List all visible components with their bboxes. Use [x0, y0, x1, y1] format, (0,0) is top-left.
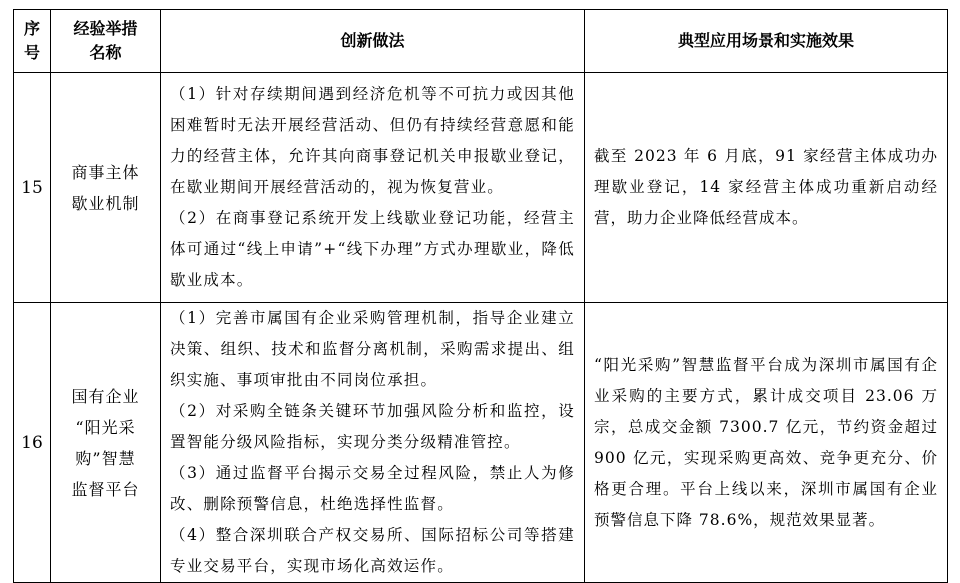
row-name-line: 歇业机制 [71, 193, 140, 213]
method-paragraph: （4）整合深圳联合产权交易所、国际招标公司等搭建专业交易平台，实现市场化高效运作。 [170, 526, 575, 575]
measures-table [13, 9, 948, 583]
row-name [51, 303, 161, 583]
row-name-line: 商事主体 [71, 162, 140, 182]
table-row [14, 73, 948, 303]
table-row [14, 303, 948, 583]
row-name-line: 购”智慧 [75, 448, 136, 468]
row-method [161, 73, 585, 303]
row-method [161, 303, 585, 583]
header-index [14, 10, 51, 73]
effect-paragraph: “阳光采购”智慧监督平台成为深圳市属国有企业采购的主要方式，累计成交项目 23.06 万宗，总成交金额 7300.7 亿元，节约资金超过 900 亿元，实现采购更高效、竞争更充分、价格更合理。平台上线以来，深圳市属国有企业预警信息下降 78.6%，规范效果显著。 [594, 355, 938, 529]
method-paragraph: （2）对采购全链条关键环节加强风险分析和监控，设置智能分级风险指标，实现分类分级精准管控。 [170, 402, 575, 451]
row-name-line: “阳光采 [75, 417, 136, 437]
header-index-line2: 号 [23, 43, 40, 62]
method-paragraph: （1）针对存续期间遇到经济危机等不可抗力或因其他困难暂时无法开展经营活动、但仍有持续经营意愿和能力的经营主体，允许其向商事登记机关申报歇业登记，在歇业期间开展经营活动的，视为恢复营业。 [170, 85, 575, 196]
header-row [14, 10, 948, 73]
header-name-line2: 名称 [89, 43, 122, 62]
header-name-line1: 经验举措 [73, 19, 138, 38]
row-name [51, 73, 161, 303]
method-paragraph: （2）在商事登记系统开发上线歇业登记功能，经营主体可通过“线上申请”+“线下办理”方式办理歇业，降低歇业成本。 [170, 209, 575, 289]
header-method: 创新做法 [161, 10, 585, 73]
row-name-line: 监督平台 [71, 479, 140, 499]
method-paragraph: （1）完善市属国有企业采购管理机制，指导企业建立决策、组织、技术和监督分离机制，采购需求提出、组织实施、事项审批由不同岗位承担。 [170, 309, 575, 389]
header-effect: 典型应用场景和实施效果 [585, 10, 948, 73]
row-index: 15 [14, 73, 51, 303]
row-effect [585, 73, 948, 303]
row-effect [585, 303, 948, 583]
header-index-line1: 序 [23, 19, 40, 38]
row-index: 16 [14, 303, 51, 583]
method-paragraph: （3）通过监督平台揭示交易全过程风险，禁止人为修改、删除预警信息，杜绝选择性监督。 [170, 464, 575, 513]
effect-paragraph: 截至 2023 年 6 月底，91 家经营主体成功办理歇业登记，14 家经营主体成功重新启动经营，助力企业降低经营成本。 [594, 147, 938, 227]
row-name-line: 国有企业 [71, 386, 140, 406]
header-name [51, 10, 161, 73]
